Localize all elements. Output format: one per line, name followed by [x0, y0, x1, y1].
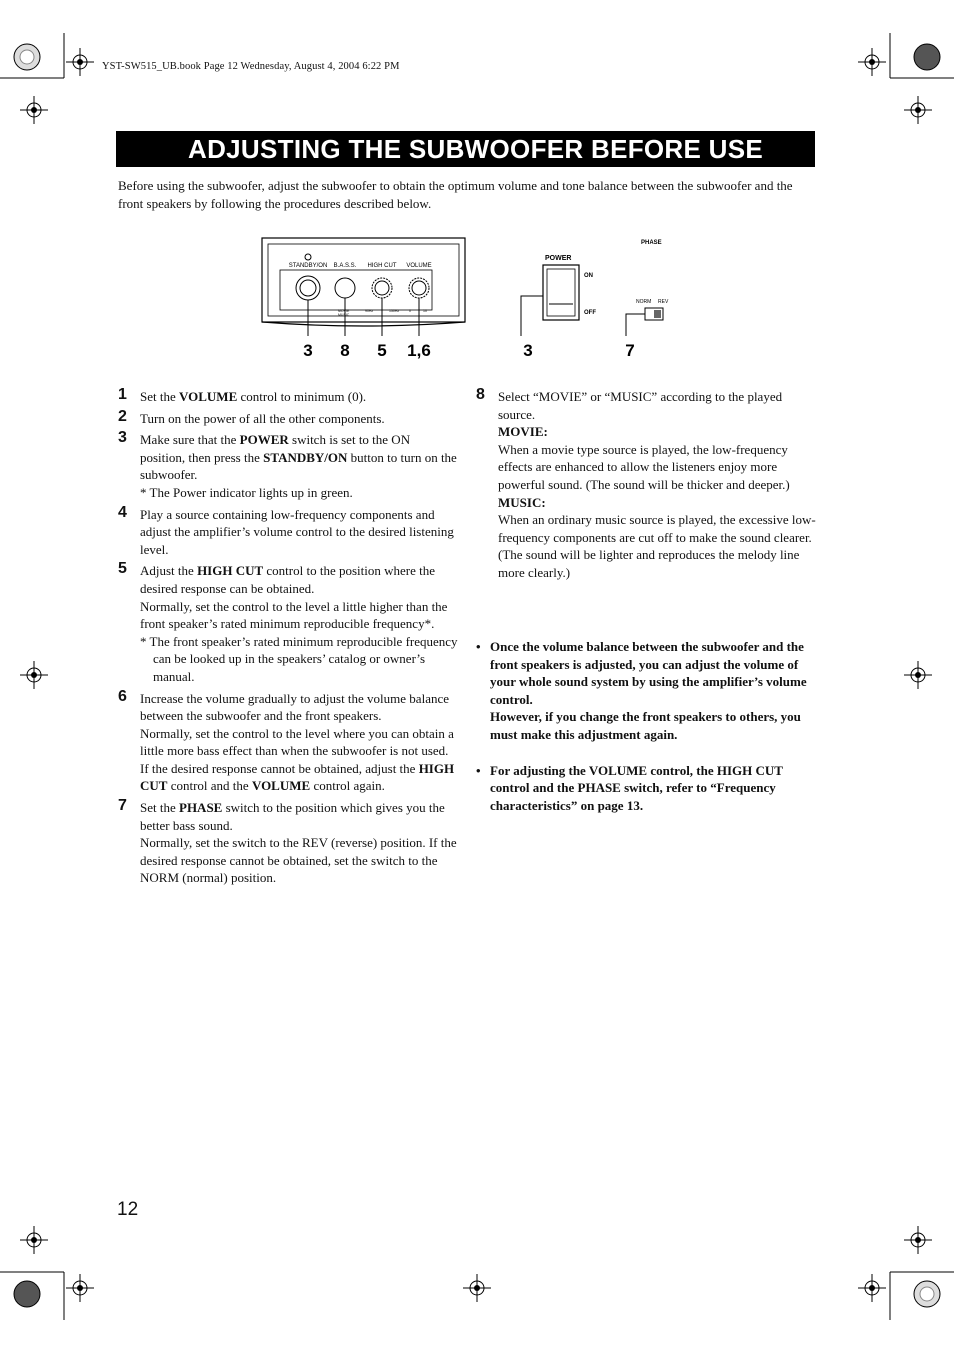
step-note: * The front speaker’s rated minimum reproducible frequency can be looked up in the speakers’ catalog or owner’s manual.	[140, 633, 458, 684]
step-text: Select “MOVIE” or “MUSIC” according to the played source. MOVIE: When a movie type source is played, the low-frequency effects are enhanced to allow the listeners enjoy more powerful sound. (The sound will be thicker and deeper.) MUSIC: When an ordinary music source is played, the excessive low-frequency components are cut off to make the sound clearer. (The sound will be lighter and reproduces the melody line more clearly.)	[498, 389, 816, 580]
step-3	[118, 431, 458, 501]
bullet-icon: •	[476, 639, 481, 654]
rear-panel-diagram	[505, 232, 695, 372]
step-5	[118, 562, 458, 685]
step-6	[118, 687, 458, 796]
step-2	[118, 407, 458, 428]
color-target-icon	[14, 44, 40, 70]
page-title: ADJUSTING THE SUBWOOFER BEFORE USE	[116, 131, 815, 167]
steps-right-column	[476, 388, 816, 586]
standby-label: STANDBY/ON	[288, 263, 328, 269]
bass-label: B.A.S.S.	[333, 263, 357, 269]
bullet-text: Once the volume balance between the subwoofer and the front speakers is adjusted, you can adjust the volume of your whole sound system by using the amplifier’s volume control. However, if you change the front speakers to others, you must make this adjustment again.	[490, 639, 807, 742]
front-panel-diagram	[258, 232, 473, 372]
bass-music-label: MUSIC	[338, 313, 350, 317]
color-target-icon	[14, 1281, 40, 1307]
step-text: Play a source containing low-frequency components and adjust the amplifier’s volume control to the desired listening level.	[140, 506, 454, 557]
step-text: Turn on the power of all the other components.	[140, 410, 385, 426]
on-label: ON	[584, 273, 593, 279]
steps-left-column	[118, 388, 458, 891]
callout-phase-7: 7	[625, 341, 635, 360]
hc-min-label: 90Hz	[365, 309, 374, 313]
step-number: 8	[476, 386, 485, 403]
step-text: Adjust the HIGH CUT control to the position where the desired response can be obtained. Normally, set the control to the level a little higher than the front speaker’s rated minimum reproducible frequency*.	[140, 563, 448, 632]
step-note: * The Power indicator lights up in green.	[140, 484, 353, 500]
callout-1-6: 1,6	[407, 341, 431, 360]
power-switch-icon	[543, 265, 579, 320]
bullet-icon: •	[476, 762, 481, 778]
power-label: POWER	[545, 255, 572, 262]
step-text: Set the PHASE switch to the position which gives you the better bass sound. Normally, set the switch to the REV (reverse) position. If the desired response cannot be obtained, set the switch to the NORM (normal) position.	[140, 800, 457, 886]
callout-8: 8	[340, 341, 350, 360]
off-label: OFF	[584, 310, 596, 316]
vol-max-label: 10	[423, 309, 427, 313]
step-number: 2	[118, 407, 127, 425]
color-target-icon	[914, 44, 940, 70]
step-number: 7	[118, 797, 127, 815]
callout-power-3: 3	[523, 341, 533, 360]
notes-bullets	[476, 638, 814, 832]
book-header: YST-SW515_UB.book Page 12 Wednesday, August 4, 2004 6:22 PM	[102, 61, 400, 72]
color-target-icon	[914, 1281, 940, 1307]
note-bullet	[476, 638, 814, 744]
high-cut-label: HIGH CUT	[367, 263, 397, 269]
step-number: 5	[118, 560, 127, 578]
bullet-text: For adjusting the VOLUME control, the HIGH CUT control and the PHASE switch, refer to “Frequency characteristics” on page 13.	[490, 762, 783, 813]
bass-movie-label: MOVIE	[338, 309, 350, 313]
callout-5: 5	[377, 341, 387, 360]
rev-label: REV	[658, 299, 669, 305]
vol-min-label: 0	[409, 309, 411, 313]
phase-label: PHASE	[641, 240, 662, 246]
step-text: Set the VOLUME control to minimum (0).	[140, 389, 367, 404]
step-number: 6	[118, 687, 127, 705]
bass-button-icon	[335, 278, 355, 298]
step-number: 4	[118, 503, 127, 521]
step-text: Make sure that the POWER switch is set to the ON position, then press the STANDBY/ON button to turn on the subwoofer.	[140, 432, 457, 483]
volume-label: VOLUME	[406, 263, 432, 269]
note-bullet	[476, 762, 814, 815]
hc-max-label: 150Hz	[389, 309, 400, 313]
step-4	[118, 503, 458, 559]
step-8	[476, 388, 816, 582]
step-text: Increase the volume gradually to adjust the volume balance between the subwoofer and the front speakers. Normally, set the control to the level where you can obtain a little more bass effect than when the subwoofer is not used. If the desired response cannot be obtained, adjust the HIGH CUT control and the VOLUME control again.	[140, 690, 455, 794]
page-number: 12	[117, 1199, 139, 1220]
step-number: 3	[118, 429, 127, 447]
intro-paragraph: Before using the subwoofer, adjust the subwoofer to obtain the optimum volume and tone balance between the subwoofer and the front speakers by following the procedures described below.	[118, 178, 793, 211]
step-7	[118, 799, 458, 887]
step-1	[118, 388, 458, 406]
norm-label: NORM	[636, 299, 652, 305]
step-number: 1	[118, 386, 127, 403]
callout-3: 3	[303, 341, 313, 360]
